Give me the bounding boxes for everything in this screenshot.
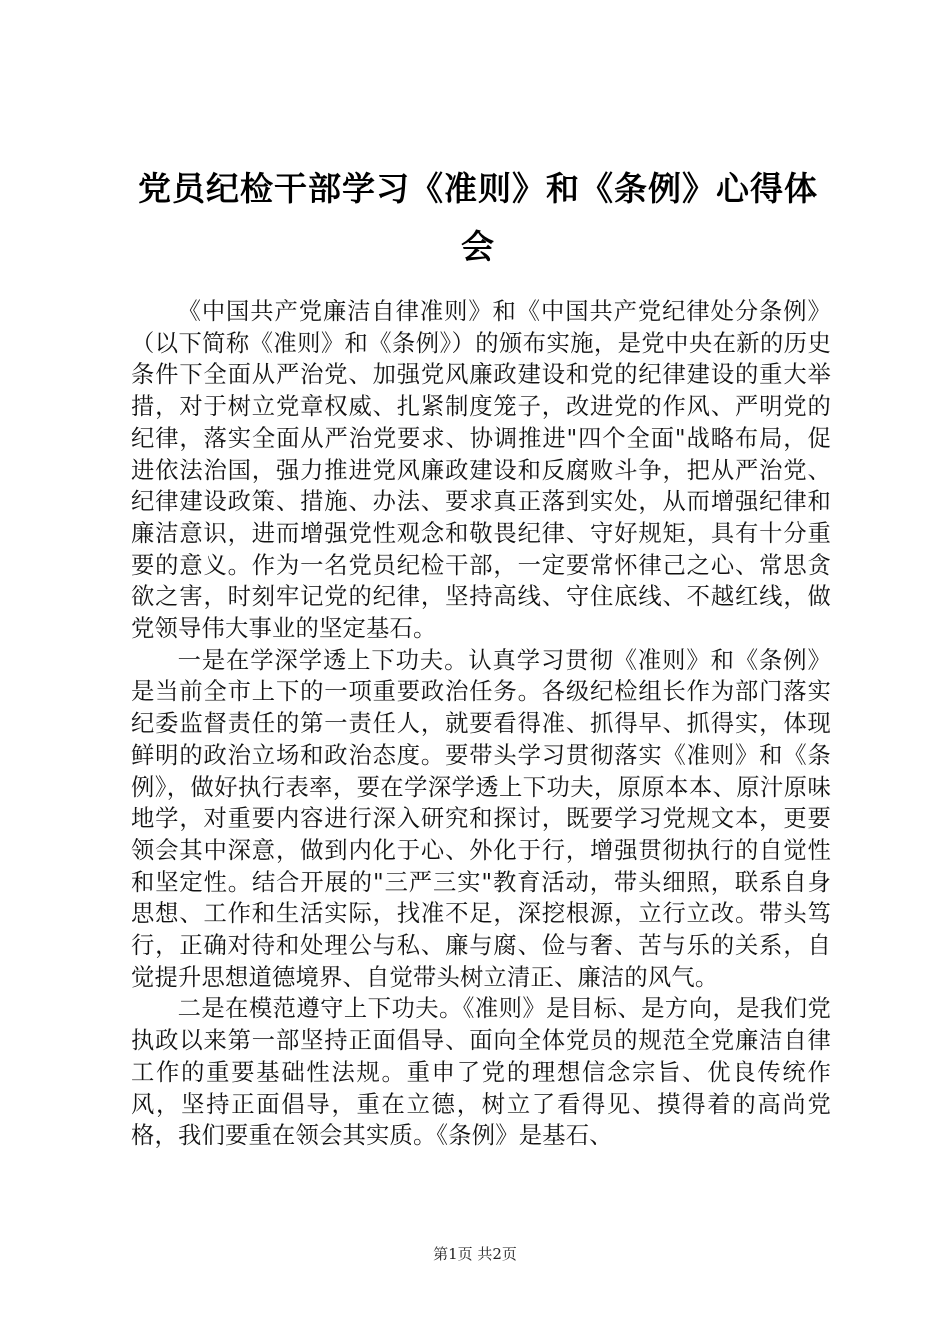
document-title: 党员纪检干部学习《准则》和《条例》心得体会 [138, 169, 818, 266]
page-number-footer: 第1页 共2页 [433, 1245, 517, 1263]
document-body [131, 296, 831, 1152]
paragraph-intro: 《中国共产党廉洁自律准则》和《中国共产党纪律处分条例》（以下简称《准则》和《条例》）的颁布实施，是党中央在新的历史条件下全面从严治党、加强党风廉政建设和党的纪律建设的重大举措，对于树立党章权威、扎紧制度笼子，改进党的作风、严明党的纪律，落实全面从严治党要求、协调推进"四个全面"战略布局，促进依法治国，强力推进党风廉政建设和反腐败斗争，把从严治党、纪律建设政策、措施、办法、要求真正落到实处，从而增强纪律和廉洁意识，进而增强党性观念和敬畏纪律、守好规矩，具有十分重要的意义。作为一名党员纪检干部，一定要常怀律己之心、常思贪欲之害，时刻牢记党的纪律，坚持高线、守住底线、不越红线，做党领导伟大事业的坚定基石。 [131, 298, 831, 643]
paragraph-point-one: 一是在学深学透上下功夫。认真学习贯彻《准则》和《条例》是当前全市上下的一项重要政治任务。各级纪检组长作为部门落实纪委监督责任的第一责任人，就要看得准、抓得早、抓得实，体现鲜明的政治立场和政治态度。要带头学习贯彻落实《准则》和《条例》，做好执行表率，要在学深学透上下功夫，原原本本、原汁原味地学，对重要内容进行深入研究和探讨，既要学习党规文本，更要领会其中深意，做到内化于心、外化于行，增强贯彻执行的自觉性和坚定性。结合开展的"三严三实"教育活动，带头细照，联系自身思想、工作和生活实际，找准不足，深挖根源，立行立改。带头笃行，正确对待和处理公与私、廉与腐、俭与奢、苦与乐的关系，自觉提升思想道德境界、自觉带头树立清正、廉洁的风气。 [131, 646, 831, 991]
paragraph-point-two: 二是在模范遵守上下功夫。《准则》是目标、是方向，是我们党执政以来第一部坚持正面倡导、面向全体党员的规范全党廉洁自律工作的重要基础性法规。重申了党的理想信念宗旨、优良传统作风，坚持正面倡导，重在立德，树立了看得见、摸得着的高尚党格，我们要重在领会其实质。《条例》是基石、 [131, 995, 831, 1150]
